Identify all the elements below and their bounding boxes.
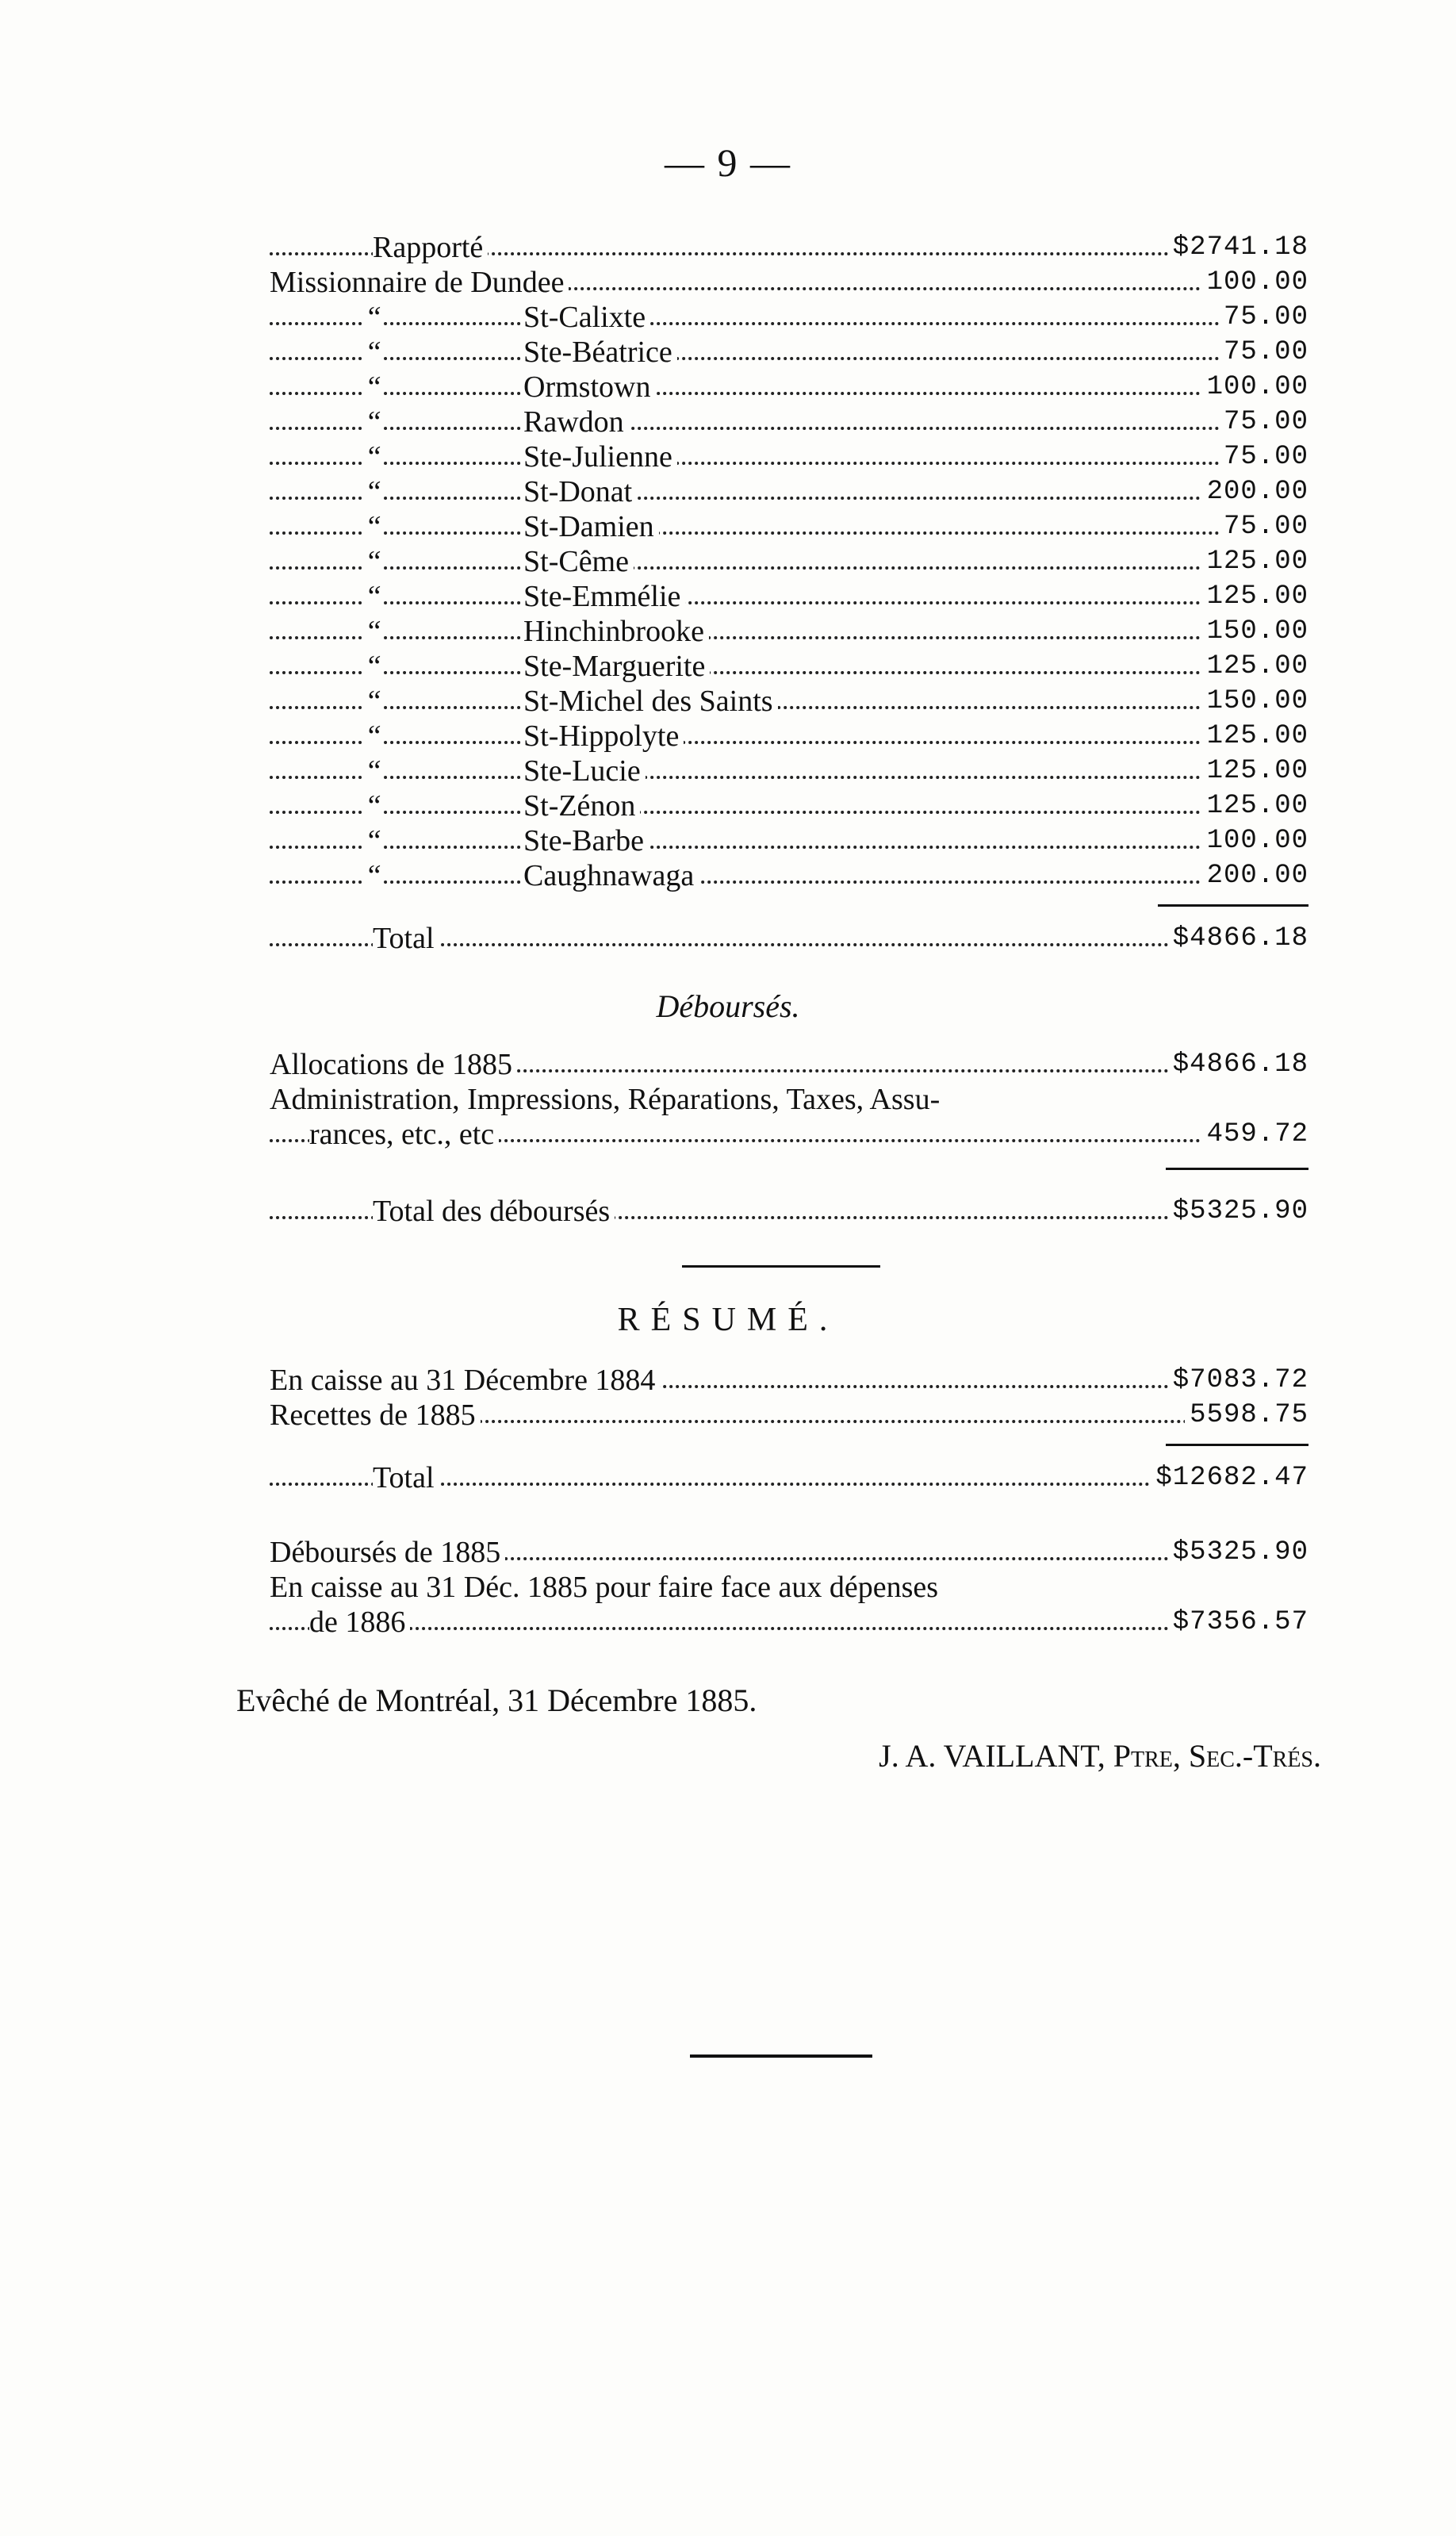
- row-label: Rawdon: [523, 405, 629, 439]
- row-amount: 75.00: [1219, 439, 1308, 474]
- allocations-row: [270, 1047, 1308, 1082]
- receipts-1885-row: [270, 1398, 1308, 1433]
- row-label: St-Calixte: [523, 300, 650, 335]
- missionary-row: [270, 754, 1308, 788]
- row-amount: 200.00: [1202, 474, 1308, 509]
- row-amount: 75.00: [1219, 509, 1308, 544]
- leader-dots: [270, 497, 1308, 500]
- page-number: — 9 —: [665, 140, 791, 185]
- missionary-row: [270, 405, 1308, 439]
- row-prefix: Missionnaire de: [270, 266, 463, 299]
- leader-dots: [270, 811, 1308, 814]
- leader-dots: [270, 671, 1308, 674]
- row-amount: $4866.18: [1168, 1047, 1308, 1082]
- first-missionary-row: [270, 265, 1308, 300]
- leader-dots: [270, 706, 1308, 709]
- missionary-row: [270, 614, 1308, 649]
- row-amount: $5325.90: [1168, 1194, 1308, 1229]
- row-amount: $12682.47: [1151, 1460, 1308, 1495]
- end-divider: [690, 2055, 872, 2058]
- row-amount: $5325.90: [1168, 1535, 1308, 1570]
- ditto-mark: “: [365, 475, 382, 508]
- summary-list: [270, 1363, 1308, 1640]
- row-amount: 100.00: [1202, 265, 1308, 300]
- row-amount: 459.72: [1202, 1117, 1308, 1152]
- missionary-row: [270, 544, 1308, 579]
- cash-1885-line1: En caisse au 31 Déc. 1885 pour faire face aux dépenses: [270, 1571, 939, 1604]
- receipts-total-row: [270, 921, 1308, 956]
- row-amount: 125.00: [1202, 544, 1308, 579]
- leader-dots: [270, 1627, 1308, 1630]
- row-label: Caughnawaga: [523, 858, 699, 893]
- row-name: Dundee: [470, 266, 565, 299]
- row-label: En caisse au 31 Décembre 1884: [270, 1363, 660, 1398]
- row-label: Total: [373, 921, 439, 956]
- row-amount: 100.00: [1202, 370, 1308, 405]
- row-amount: 75.00: [1219, 300, 1308, 335]
- row-label: Total des déboursés: [373, 1194, 615, 1229]
- summary-heading: RÉSUMÉ.: [617, 1302, 839, 1338]
- row-amount: 150.00: [1202, 684, 1308, 719]
- row-label: St-Michel des Saints: [523, 684, 778, 719]
- missionary-row: [270, 823, 1308, 858]
- leader-dots: [270, 881, 1308, 884]
- row-label: Ste-Béatrice: [523, 335, 677, 370]
- missionary-row: [270, 474, 1308, 509]
- row-label: rances, etc., etc: [309, 1117, 499, 1152]
- receipts-list: [270, 230, 1308, 956]
- row-amount: 150.00: [1202, 614, 1308, 649]
- missionary-row: [270, 858, 1308, 893]
- summary-total-row: [270, 1460, 1308, 1495]
- ditto-mark: “: [365, 615, 382, 648]
- leader-dots: [270, 392, 1308, 395]
- row-amount: 75.00: [1219, 335, 1308, 370]
- ditto-mark: “: [365, 859, 382, 892]
- row-label: St-Cême: [523, 544, 634, 579]
- row-label: Ste-Marguerite: [523, 649, 710, 684]
- row-amount: 5598.75: [1185, 1398, 1308, 1433]
- disbursements-1885-row: [270, 1535, 1308, 1570]
- place-date: Evêché de Montréal, 31 Décembre 1885.: [236, 1682, 757, 1718]
- row-label: St-Hippolyte: [523, 719, 684, 754]
- missionary-row: [270, 300, 1308, 335]
- row-amount: 125.00: [1202, 788, 1308, 823]
- row-label: Ste-Julienne: [523, 439, 677, 474]
- row-amount: 125.00: [1202, 649, 1308, 684]
- ditto-mark: “: [365, 580, 382, 613]
- row-amount: 200.00: [1202, 858, 1308, 893]
- signature-name: J. A. VAILLANT,: [879, 1738, 1105, 1774]
- leader-dots: [270, 741, 1308, 744]
- administration-row: [270, 1117, 1308, 1152]
- leader-dots: [270, 462, 1308, 465]
- leader-dots: [270, 427, 1308, 430]
- missionary-row: [270, 649, 1308, 684]
- row-label: [270, 265, 569, 300]
- row-label: Rapporté: [373, 230, 488, 265]
- leader-dots: [270, 636, 1308, 639]
- missionary-rows: [270, 300, 1308, 893]
- leader-dots: [270, 322, 1308, 325]
- subtotal-rule: [1166, 1168, 1308, 1170]
- row-label: Hinchinbrooke: [523, 614, 709, 649]
- missionary-row: [270, 439, 1308, 474]
- ditto-mark: “: [365, 370, 382, 404]
- ditto-mark: “: [365, 685, 382, 718]
- ditto-mark: “: [365, 824, 382, 857]
- row-amount: 75.00: [1219, 405, 1308, 439]
- ditto-mark: “: [365, 405, 382, 439]
- missionary-row: [270, 684, 1308, 719]
- cash-1884-row: [270, 1363, 1308, 1398]
- row-label: Total: [373, 1460, 439, 1495]
- row-amount: 125.00: [1202, 579, 1308, 614]
- row-label: Ormstown: [523, 370, 655, 405]
- row-label: St-Donat: [523, 474, 637, 509]
- row-amount: 125.00: [1202, 719, 1308, 754]
- row-amount: $7356.57: [1168, 1605, 1308, 1640]
- cash-1885-row: [270, 1605, 1308, 1640]
- missionary-row: [270, 579, 1308, 614]
- row-amount: $2741.18: [1168, 230, 1308, 265]
- missionary-row: [270, 370, 1308, 405]
- leader-dots: [270, 357, 1308, 360]
- row-amount: $7083.72: [1168, 1363, 1308, 1398]
- row-label: Déboursés de 1885: [270, 1535, 505, 1570]
- row-label: Allocations de 1885: [270, 1047, 517, 1082]
- missionary-row: [270, 719, 1308, 754]
- missionary-row: [270, 335, 1308, 370]
- ditto-mark: “: [365, 754, 382, 788]
- row-label: Ste-Barbe: [523, 823, 649, 858]
- subtotal-rule: [1166, 1444, 1308, 1446]
- section-divider: [682, 1265, 880, 1268]
- disbursements-total-row: [270, 1194, 1308, 1229]
- disbursements-list: [270, 1047, 1308, 1229]
- leader-dots: [270, 566, 1308, 570]
- row-label: St-Damien: [523, 509, 659, 544]
- row-label: Ste-Lucie: [523, 754, 646, 788]
- disbursements-heading: Déboursés.: [656, 988, 800, 1024]
- ditto-mark: “: [365, 301, 382, 334]
- carried-forward-row: [270, 230, 1308, 265]
- ditto-mark: “: [365, 545, 382, 578]
- signature-title: Ptre, Sec.-Trés.: [1113, 1738, 1321, 1774]
- administration-line1: Administration, Impressions, Réparations, Taxes, Assu-: [270, 1083, 941, 1116]
- ditto-mark: “: [365, 719, 382, 753]
- row-amount: 100.00: [1202, 823, 1308, 858]
- ditto-mark: “: [365, 336, 382, 369]
- subtotal-rule: [1158, 904, 1308, 907]
- signature: [879, 1737, 1321, 1774]
- missionary-row: [270, 788, 1308, 823]
- row-label: de 1886: [309, 1605, 410, 1640]
- leader-dots: [270, 601, 1308, 604]
- row-amount: $4866.18: [1168, 921, 1308, 956]
- row-label: Recettes de 1885: [270, 1398, 481, 1433]
- leader-dots: [270, 846, 1308, 849]
- missionary-row: [270, 509, 1308, 544]
- row-amount: 125.00: [1202, 754, 1308, 788]
- leader-dots: [270, 776, 1308, 779]
- row-label: St-Zénon: [523, 788, 640, 823]
- ditto-mark: “: [365, 650, 382, 683]
- ditto-mark: “: [365, 510, 382, 543]
- ditto-mark: “: [365, 789, 382, 823]
- leader-dots: [270, 531, 1308, 535]
- row-label: Ste-Emmélie: [523, 579, 685, 614]
- ditto-mark: “: [365, 440, 382, 474]
